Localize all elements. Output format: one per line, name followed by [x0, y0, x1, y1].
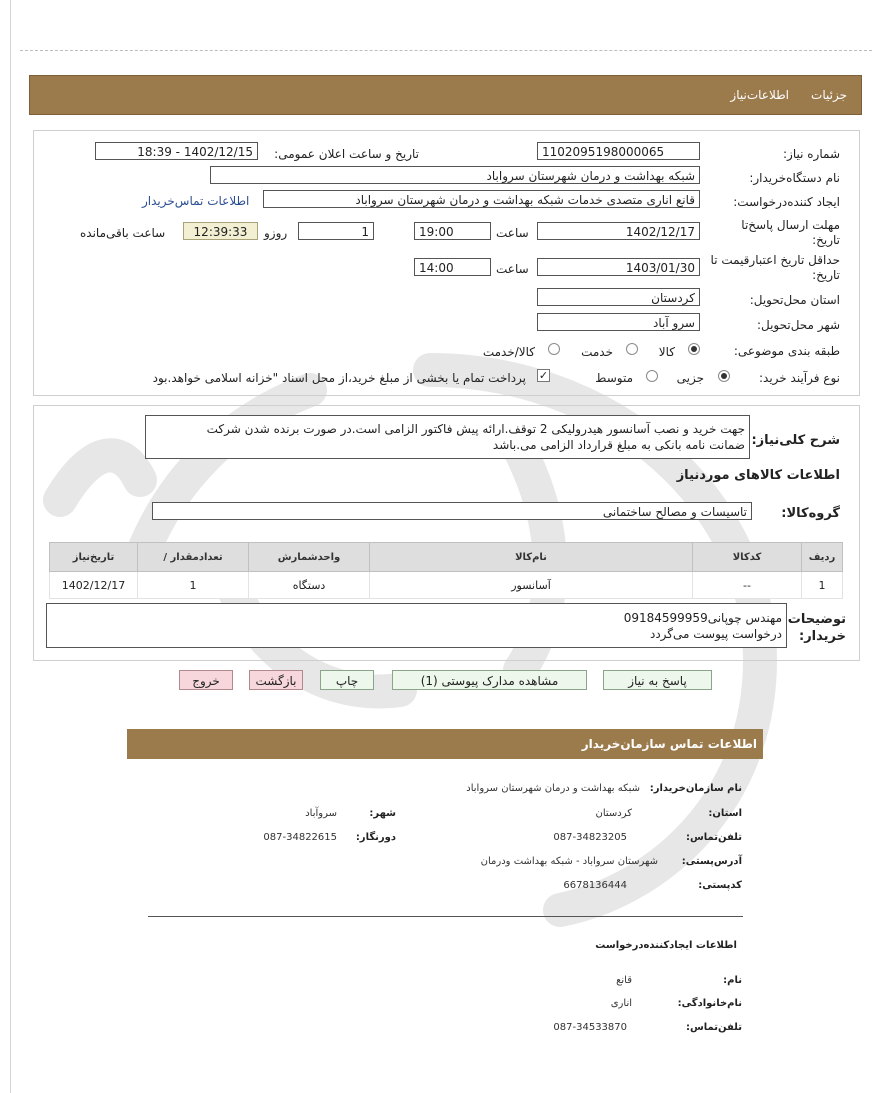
org-value: شبکه بهداشت و درمان شهرستان سرواباد — [466, 783, 640, 794]
requester-phone-value: 087-34533870 — [553, 1022, 627, 1033]
city-contact-label: شهر: — [369, 808, 396, 819]
col-row: ردیف — [802, 543, 843, 572]
back-button[interactable]: بازگشت — [249, 670, 303, 690]
city-label: شهر محل‌تحویل: — [756, 318, 840, 332]
requester-phone-label: تلفن‌تماس: — [685, 1022, 742, 1033]
reply-button[interactable]: پاسخ به نیاز — [603, 670, 712, 690]
description-label: شرح کلی‌نیاز: — [751, 433, 840, 448]
col-date: تاریخ‌نیاز — [50, 543, 138, 572]
buyer-notes-label-2: خریدار: — [799, 629, 846, 644]
province-contact-value: کردستان — [595, 808, 632, 819]
remaining-label: ساعت باقی‌مانده — [80, 226, 166, 240]
category-option-both: کالا/خدمت — [482, 345, 535, 359]
payment-note: پرداخت تمام یا بخشی از مبلغ خرید،از محل اسناد "خزانه اسلامی خواهد.بود — [152, 371, 526, 385]
cell-row: 1 — [802, 572, 843, 599]
announce-label: تاریخ و ساعت اعلان عمومی: — [274, 147, 419, 161]
col-code: کدکالا — [693, 543, 802, 572]
fax-value: 087-34822615 — [263, 832, 337, 843]
deadline-date-field: 1402/12/17 — [537, 222, 700, 240]
deadline-time-label: ساعت — [496, 226, 529, 240]
process-radio-minor[interactable] — [718, 370, 730, 382]
address-value: شهرستان سرواباد - شبکه بهداشت ودرمان — [480, 856, 658, 867]
postal-value: 6678136444 — [563, 880, 627, 891]
attachments-button[interactable]: مشاهده مدارک پیوستی (1) — [392, 670, 587, 690]
phone-value: 087-34823205 — [553, 832, 627, 843]
col-unit: واحدشمارش — [249, 543, 370, 572]
validity-time-field: 14:00 — [414, 258, 491, 276]
province-contact-label: استان: — [708, 808, 742, 819]
cell-unit: دستگاه — [249, 572, 370, 599]
city-contact-value: سروآباد — [305, 808, 337, 819]
creator-label: ایجاد کننده‌درخواست: — [733, 195, 840, 209]
province-label: استان محل‌تحویل: — [749, 293, 840, 307]
city-field: سرو آباد — [537, 313, 700, 331]
goods-table-header — [50, 543, 843, 572]
postal-label: کدپستی: — [698, 880, 742, 891]
cell-date: 1402/12/17 — [50, 572, 138, 599]
category-radio-service[interactable] — [626, 343, 638, 355]
print-button[interactable]: چاپ — [320, 670, 374, 690]
need-number-label: شماره نیاز: — [783, 147, 840, 161]
requester-family-value: اناری — [610, 998, 632, 1009]
process-label: نوع فرآیند خرید: — [759, 371, 840, 385]
remaining-time-display: 12:39:33 — [183, 222, 258, 240]
section-divider — [148, 916, 743, 917]
category-radio-both[interactable] — [548, 343, 560, 355]
page-left-border — [10, 0, 11, 1093]
buyer-notes-label-1: توضیحات — [787, 612, 846, 627]
goods-group-field: تاسیسات و مصالح ساختمانی — [152, 502, 752, 520]
payment-checkbox[interactable]: ✓ — [538, 369, 549, 382]
buyer-contact-link[interactable]: اطلاعات تماس‌خریدار — [142, 194, 250, 208]
category-radio-goods[interactable] — [688, 343, 700, 355]
buyer-org-label: نام دستگاه‌خریدار: — [749, 171, 840, 185]
province-field: کردستان — [537, 288, 700, 306]
tab-details[interactable]: جزئیات — [811, 88, 847, 102]
tab-need-info[interactable]: اطلاعات‌نیاز — [730, 88, 789, 102]
buyer-notes-line-1: مهندس چوپانی09184599959 — [623, 611, 782, 625]
process-option-medium: متوسط — [595, 371, 633, 385]
days-field: 1 — [298, 222, 374, 240]
buyer-notes-line-2: درخواست پیوست می‌گردد — [649, 627, 782, 641]
org-label: نام سازمان‌خریدار: — [649, 783, 742, 794]
category-label: طبقه بندی موضوعی: — [733, 344, 840, 358]
cell-qty: 1 — [138, 572, 249, 599]
need-number-field: 1102095198000065 — [537, 142, 700, 160]
requester-header: اطلاعات ایجادکننده‌درخواست — [595, 940, 737, 951]
process-option-minor: جزیی — [676, 371, 704, 385]
top-divider — [20, 50, 872, 51]
goods-table — [49, 542, 843, 599]
creator-field: قانع اناری متصدی خدمات شبکه بهداشت و درمان شهرستان سرواباد — [263, 190, 700, 208]
phone-label: تلفن‌تماس: — [685, 832, 742, 843]
requester-name-label: نام: — [723, 975, 742, 986]
buyer-notes-field — [46, 603, 787, 648]
exit-button[interactable]: خروج — [179, 670, 233, 690]
validity-date-field: 1403/01/30 — [537, 258, 700, 276]
contact-header: اطلاعات تماس سازمان‌خریدار — [581, 737, 757, 751]
buyer-org-field: شبکه بهداشت و درمان شهرستان سرواباد — [210, 166, 700, 184]
table-row — [50, 572, 843, 599]
category-option-service: خدمت — [581, 345, 613, 359]
col-qty: تعدادمقدار / — [138, 543, 249, 572]
cell-name: آسانسور — [370, 572, 693, 599]
validity-label: حداقل تاریخ اعتبار‌قیمت تا تاریخ: — [710, 253, 840, 282]
process-radio-medium[interactable] — [646, 370, 658, 382]
deadline-label: مهلت ارسال پاسخ‌تا تاریخ: — [741, 218, 840, 247]
requester-family-label: نام‌خانوادگی: — [677, 998, 742, 1009]
requester-name-value: قانع — [616, 975, 632, 986]
cell-code: -- — [693, 572, 802, 599]
validity-time-label: ساعت — [496, 262, 529, 276]
deadline-time-field: 19:00 — [414, 222, 491, 240]
category-option-goods: کالا — [658, 345, 675, 359]
description-field — [145, 415, 750, 459]
announce-field: 1402/12/15 - 18:39 — [95, 142, 258, 160]
contact-header-bar — [127, 729, 763, 759]
days-label: روزو — [264, 226, 288, 240]
goods-group-label: گروه‌کالا: — [781, 506, 840, 521]
page-header-bar — [29, 75, 862, 115]
address-label: آدرس‌پستی: — [681, 856, 742, 867]
description-line-2: ضمانت نامه بانکی به مبلغ قرارداد الزامی می.باشد — [492, 438, 745, 452]
description-line-1: جهت خرید و نصب آسانسور هیدرولیکی 2 توقف.ارائه پیش فاکتور الزامی است.در صورت برنده شدن شرکت — [206, 422, 745, 436]
goods-section-title: اطلاعات کالاهای موردنیاز — [676, 468, 840, 483]
fax-label: دورنگار: — [355, 832, 396, 843]
col-name: نام‌کالا — [370, 543, 693, 572]
